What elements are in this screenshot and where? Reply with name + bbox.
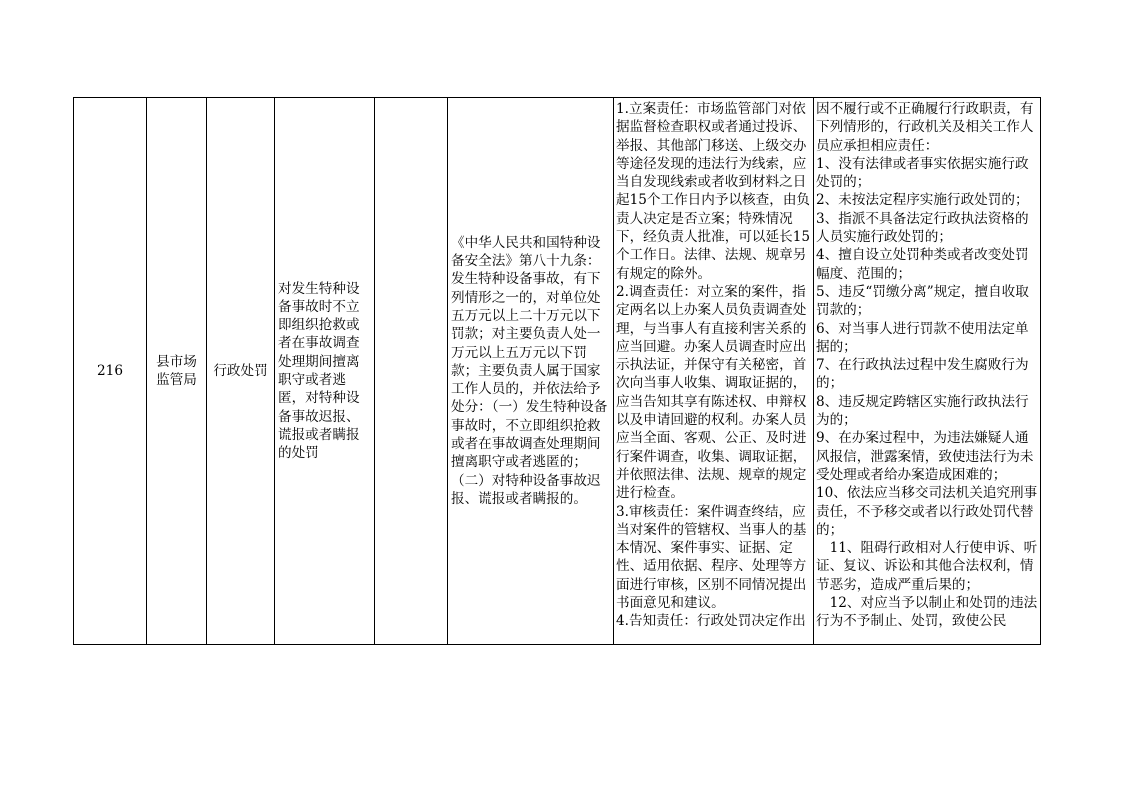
responsibility-text: 1.立案责任：市场监管部门对依据监督检查职权或者通过投诉、举报、其他部门移送、上级交办等途径发现的违法行为线索，应当自发现线索或者收到材料之日起15个工作日内予以核查，由负责人决定是否立案；特殊情况下，经负责人批准，可以延长15个工作日。法律、法规、规章另有规定的除外。 2.调查责任：对立案的案件，指定两名以上办案人员负责调查处理，与当事人有直接利害关系的应当回避。办案人员调查时应出示执法证，并保守有关秘密，首次向当事人收集、调取证据的，应当告知其享有陈述权、申辩权以及申请回避的权利。办案人员应当全面、客观、公正、及时进行案件调查，收集、调取证据，并依照法律、法规、规章的规定进行检查。 3.审核责任：案件调查终结，应当对案件的管辖权、当事人的基本情况、案件事实、证据、定性、适用依据、程序、处理等方面进行审核，区别不同情况提出书面意见和建议。 4.告知责任：行政处罚决定作出 bbox=[616, 101, 811, 630]
power-type-cell bbox=[207, 98, 275, 645]
item-name-cell bbox=[275, 98, 375, 645]
basis-cell bbox=[448, 98, 614, 645]
seq-cell bbox=[74, 98, 147, 645]
department-cell bbox=[147, 98, 207, 645]
accountability-text: 因不履行或不正确履行行政职责，有下列情形的，行政机关及相关工作人员应承担相应责任： 1、没有法律或者事实依据实施行政处罚的； 2、未按法定程序实施行政处罚的； 3、指派不具备法定行政执法资格的人员实施行政处罚的； 4、擅自设立处罚种类或者改变处罚幅度、范围的； 5、违反“罚缴分离”规定，擅自收取罚款的； 6、对当事人进行罚款不使用法定单据的； 7、在行政执法过程中发生腐败行为的； 8、违反规定跨辖区实施行政执法行为的； 9、在办案过程中，为违法嫌疑人通风报信，泄露案情，致使违法行为未受处理或者给办案造成困难的； 10、依法应当移交司法机关追究刑事责任，不予移交或者以行政处罚代替的； 11、阻碍行政相对人行使申诉、听证、复议、诉讼和其他合法权利，情节恶劣，造成严重后果的； 12、对应当予以制止和处罚的违法行为不予制止、处罚，致使公民 bbox=[816, 101, 1038, 630]
table-row bbox=[74, 98, 1041, 645]
department-name: 县市场监管局 bbox=[156, 353, 197, 388]
accountability-cell bbox=[814, 98, 1041, 645]
responsibility-cell bbox=[614, 98, 814, 645]
seq-number: 216 bbox=[97, 363, 123, 379]
sub-item-cell bbox=[375, 98, 448, 645]
power-type: 行政处罚 bbox=[213, 362, 268, 379]
item-name: 对发生特种设备事故时不立即组织抢救或者在事故调查处理期间擅离职守或者逃匿，对特种设备事故迟报、谎报或者瞒报的处罚 bbox=[278, 280, 360, 462]
legal-basis: 《中华人民共和国特种设备安全法》第八十九条：发生特种设备事故，有下列情形之一的，对单位处五万元以上二十万元以下罚款；对主要负责人处一万元以上五万元以下罚款；主要负责人属于国家工作人员的，并依法给予处分：（一）发生特种设备事故时，不立即组织抢救或者在事故调查处理期间擅离职守或者逃匿的；（二）对特种设备事故迟报、谎报或者瞒报的。 bbox=[451, 234, 608, 507]
sub-item bbox=[375, 98, 447, 644]
power-list-table bbox=[73, 97, 1041, 645]
